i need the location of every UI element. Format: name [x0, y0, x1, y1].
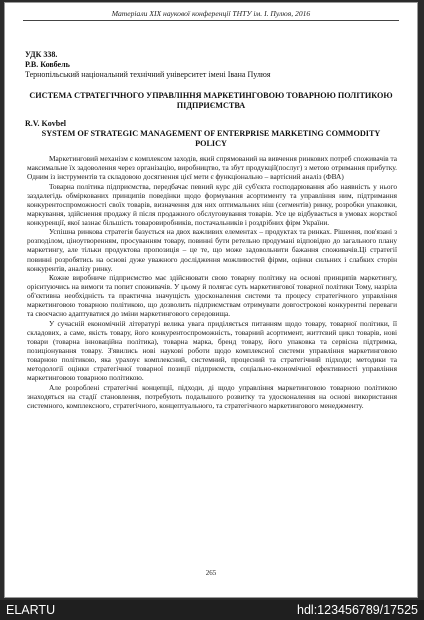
- article-meta: [25, 50, 271, 80]
- paragraph: Товарна політика підприємства, передбачає певний курс дій суб'єкта господарювання або наявність у нього заздалегідь обміркованих принципів поведінки щодо формування асортименту та управління ним, підтримання конкурентоспроможності своїх товарів, визначення для них оптимальних ніш (сегментів) ринку, розробки упаковки, маркування, здійснення продажу й після продажного обслуговування товарів. Усе це відбувається в умовах жорсткої конкуренції, якої зазнає більшість товаровиробників, постачальників і роздрібних фірм України.: [27, 181, 397, 227]
- paragraph: Кожне виробниче підприємство має здійснювати свою товарну політику на основі принципів маркетингу, орієнтуючись на вимоги та попит споживачів. У цьому й полягає суть маркетингової товарної політики Тому, назріла об'єктивна необхідність та практична значущість удосконалення системи та процесу стратегічного управління маркетинговою товарною політикою, що дозволить підприємствам отримувати довгострокові конкурентні переваги та своєчасно адаптуватися до зміни маркетингового середовища.: [27, 273, 397, 319]
- paragraph: Успішна ринкова стратегія базується на двох важливих елементах – продуктах та ринках. Рішення, пов'язані з розподілом, ціноутворенням, просуванням товару, повинні бути ретельно продумані відповідно до загального плану маркетингу, але тільки продуктова пропозиція – це те, що може задовольнити бажання споживачів.Ці стратегії повинні розробятись на основі дуже уважного дослідження можливостей фірми, оцінки сильних і слабких сторін конкурентів, аналізу ринку.: [27, 227, 397, 273]
- title-english: SYSTEM OF STRATEGIC MANAGEMENT OF ENTERPRISE MARKETING COMMODITY POLICY: [41, 129, 381, 149]
- document-page: [4, 2, 418, 598]
- affiliation: Тернопільський національний технічний університет імені Івана Пулюя: [25, 70, 271, 79]
- author-en: R.V. Kovbel: [25, 119, 66, 128]
- udk-code: УДК 338.: [25, 50, 58, 59]
- author-ua: Р.В. Ковбель: [25, 60, 70, 69]
- viewer-footer-bar: [0, 600, 424, 620]
- running-header: Матеріали XIX наукової конференції ТНТУ ім. І. Пулюя, 2016: [23, 9, 399, 21]
- page-number: 265: [205, 569, 217, 577]
- paragraph: У сучасній економічній літературі велика увага приділяється питанням щодо товару, товарної політики, її складових, а саме, якість товару, його конкурентоспроможність, товарний асортимент, життєвий цикл товарів, нові товари (товарна інноваційна політика), товарна марка, бренд товару, його упаковка та сервісна підтримка, позиціонування товару. З'явились нові наукові роботи щодо комплексної системи управління маркетинговою товарною політикою, яка урахоує комплексний, системний, процесний та стратегічний підходи; методики та методології оцінки стратегічної товарної позиції підприємств, соціально-економічної ефективності управління маркетинговою товарною політикою.: [27, 318, 397, 383]
- paragraph: Але розроблені стратегічні концепції, підходи, ді щодо управління маркетинговою товарною політикою знаходяться на стадії становлення, потребують подальшого розвитку та удосконалення на основі використання системного, комплексного, стратегічного, концептуального, та стратегічного маркетингового менеджменту.: [27, 382, 397, 410]
- article-body: [27, 154, 397, 410]
- paragraph: Маркетинговий механізм є комплексом заходів, який спрямований на вивчення ринкових потреб споживачів та максимальне їх задоволення через організацію, виробництво, та збут продукції(послуг) з метою отримання прибутку. Одним із інструментів та складовою досягнення цієї мети є функціонально – вартісний аналіз (ФВА): [27, 154, 397, 182]
- title-ukrainian: СИСТЕМА СТРАТЕГІЧНОГО УПРАВЛІННЯ МАРКЕТИНГОВОЮ ТОВАРНОЮ ПОЛІТИКОЮ ПІДПРИЄМСТВА: [29, 91, 393, 111]
- handle-link[interactable]: hdl:123456789/17525: [297, 603, 418, 617]
- repository-name: ELARTU: [6, 603, 56, 617]
